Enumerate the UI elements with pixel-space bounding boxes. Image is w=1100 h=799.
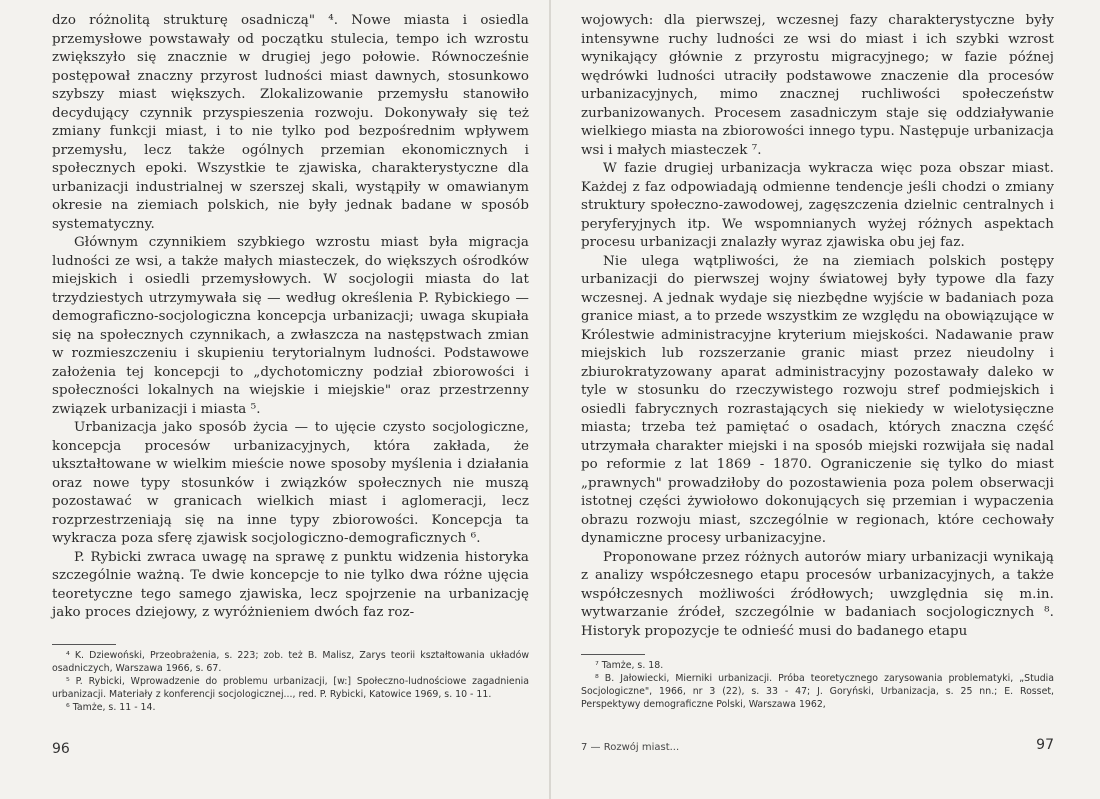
paragraph: Urbanizacja jako sposób życia — to ujęcie czysto socjologiczne, koncepcja procesów urbanizacyjnych, która zakłada, że ukształtowane w wielkim mieście nowe sposoby myślenia i działania oraz nowe typy stosunków i związków społecznych nie muszą pozostawać w granicach wielkich miast i aglomeracji, lecz rozprzestrzeniają się na inne typy zbiorowości. Koncepcja ta wykracza poza sferę zjawisk socjologiczno-demograficznych ⁶. <box>52 420 529 546</box>
footnote: ⁶ Tamże, s. 11 - 14. <box>66 702 156 713</box>
paragraph: dzo różnolitą strukturę osadniczą" ⁴. Nowe miasta i osiedla przemysłowe powstawały od początku stulecia, tempo ich wzrostu zwiększyło się znacznie w drugiej jego połowie. Równocześnie postępował znaczny przyrost ludności miast dawnych, stosunkowo szybszy miast większych. Zlokalizowanie przemysłu stanowiło decydujący czynnik przyspieszenia rozwoju. Dokonywały się też zmiany funkcji miast, i to nie tylko pod bezpośrednim wpływem przemysłu, lecz także ogólnych przemian ekonomicznych i społecznych epoki. Wszystkie te zjawiska, charakterystyczne dla urbanizacji industrialnej w szerszej skali, wystąpiły w omawianym okresie na ziemiach polskich, nie były jednak badane w sposób systematyczny. <box>52 13 529 232</box>
left-page <box>0 0 549 799</box>
left-footnotes <box>52 644 529 714</box>
footnote: ⁴ K. Dziewoński, Przeobrażenia, s. 223; zob. też B. Malisz, Zarys teorii kształtowania układów osadniczych, Warszawa 1966, s. 67. <box>52 650 529 674</box>
footnote-rule <box>581 654 645 655</box>
paragraph: Proponowane przez różnych autorów miary urbanizacji wynikają z analizy współczesnego etapu procesów urbanizacyjnych, a także współczesnych możliwości źródłowych; uwzględnia się m.in. wytwarzanie źródeł, szczególnie w badaniach socjologicznych ⁸. Historyk propozycje te odnieść musi do badanego etapu <box>581 549 1054 639</box>
page-number: 97 <box>1036 737 1054 753</box>
footnote-rule <box>52 644 116 645</box>
left-body-text <box>52 12 529 623</box>
paragraph: Głównym czynnikiem szybkiego wzrostu miast była migracja ludności ze wsi, a także małych miasteczek, do większych ośrodków miejskich i osiedli przemysłowych. W socjologii miasta do lat trzydziestych utrzymywała się — według określenia P. Rybickiego — demograficzno-socjologiczna koncepcja urbanizacji; uwaga skupiała się na społecznych czynnikach, a zwłaszcza na następstwach zmian w rozmieszczeniu i skupieniu terytorialnym ludności. Podstawowe założenia tej koncepcji to „dychotomiczny podział zbiorowości i społeczności lokalnych na wiejskie i miejskie" oraz przestrzenny związek urbanizacji i miasta ⁵. <box>52 235 529 417</box>
signature-mark: 7 — Rozwój miast... <box>581 742 680 753</box>
footnote: ⁷ Tamże, s. 18. <box>595 660 664 671</box>
footnote: ⁵ P. Rybicki, Wprowadzenie do problemu urbanizacji, [w:] Społeczno-ludnościowe zagadnienia urbanizacji. Materiały z konferencji socjologicznej..., red. P. Rybicki, Katowice 1969, s. 10 - 11. <box>52 676 529 700</box>
footnote: ⁸ B. Jałowiecki, Mierniki urbanizacji. Próba teoretycznego zarysowania problematyki, „Studia Socjologiczne", 1966, nr 3 (22), s. 33 - 47; J. Goryński, Urbanizacja, s. 25 nn.; E. Rosset, Perspektywy demograficzne Polski, Warszawa 1962, <box>581 673 1054 710</box>
right-footnotes <box>581 654 1054 711</box>
right-page <box>551 0 1100 799</box>
paragraph: wojowych: dla pierwszej, wczesnej fazy charakterystyczne były intensywne ruchy ludności ze wsi do miast i ich szybki wzrost wynikający głównie z przyrostu migracyjnego; w fazie późnej wędrówki ludności utraciły podstawowe znaczenie dla procesów urbanizacyjnych, mimo znacznej ruchliwości społeczeństw zurbanizowanych. Procesem zasadniczym staje się oddziaływanie wielkiego miasta na zbiorowości innego typu. Następuje urbanizacja wsi i małych miasteczek ⁷. <box>581 13 1054 158</box>
paragraph: W fazie drugiej urbanizacja wykracza więc poza obszar miast. Każdej z faz odpowiadają odmienne tendencje jeśli chodzi o zmiany struktury społeczno-zawodowej, zagęszczenia dzielnic centralnych i peryferyjnych itp. We wspomnianych wyżej różnych aspektach procesu urbanizacji znalazły wyraz zjawiska obu jej faz. <box>581 161 1054 250</box>
paragraph: P. Rybicki zwraca uwagę na sprawę z punktu widzenia historyka szczególnie ważną. Te dwie koncepcje to nie tylko dwa różne ujęcia teoretyczne tego samego zjawiska, lecz spojrzenie na urbanizację jako proces dziejowy, z wyróżnieniem dwóch faz roz- <box>52 549 529 620</box>
right-body-text <box>581 12 1054 641</box>
paragraph: Nie ulega wątpliwości, że na ziemiach polskich postępy urbanizacji do pierwszej wojny światowej były typowe dla fazy wczesnej. A jednak wydaje się niezbędne wyjście w badaniach poza granice miast, a to przede wszystkim ze względu na obowiązujące w Królestwie administracyjne kryterium miejskości. Nadawanie praw miejskich lub rozszerzanie granic miast przez nieudolny i zbiurokratyzowany aparat administracyjny pozostawały daleko w tyle w stosunku do rzeczywistego rozwoju stref podmiejskich i osiedli fabrycznych rozrastających się niekiedy w wielotysięczne miasta; trzeba też pamiętać o osadach, których znaczna część utrzymała charakter miejski i na sposób miejski rozwijała się nadal po reformie z lat 1869 - 1870. Ograniczenie się tylko do miast „prawnych" prowadziłoby do pozostawienia poza polem obserwacji istotnej części żywiołowo dokonujących się przemian i wypaczenia obrazu rozwoju miast, szczególnie w regionach, które cechowały dynamiczne procesy urbanizacyjne. <box>581 253 1054 546</box>
page-number: 96 <box>52 741 70 757</box>
